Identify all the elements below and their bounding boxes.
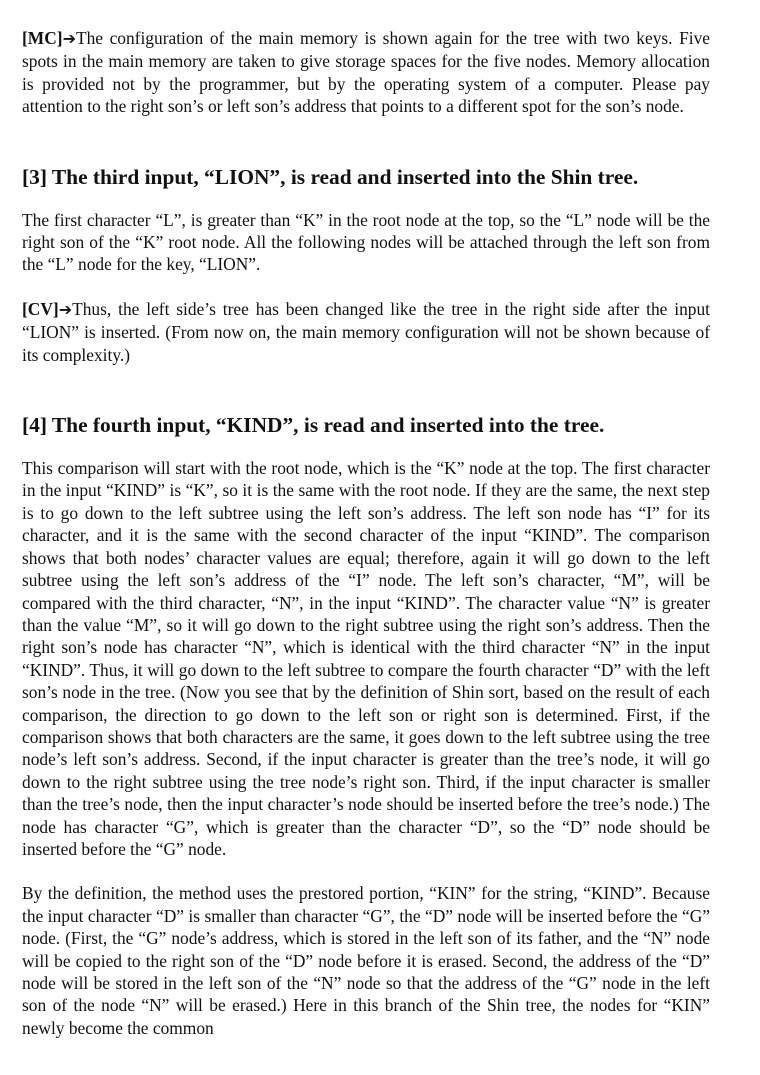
mc-text: The configuration of the main memory is shown again for the tree with two keys. Five spots in the main memory are taken to give storage spaces for the five nodes. Memory allocation is provided not by the programmer, but by the operating system of a computer. Please pay attention to the right son’s or left son’s address that points to a different spot for the son’s node. xyxy=(22,28,710,117)
cv-text: Thus, the left side’s tree has been changed like the tree in the right side after the input “LION” is inserted. (From now on, the main memory configuration will not be shown because of its complexity.) xyxy=(22,298,710,365)
mc-tag: [MC] xyxy=(22,28,63,48)
cv-tag: [CV] xyxy=(22,298,59,319)
section-heading-third-input: [3] The third input, “LION”, is read and inserted into the Shin tree. xyxy=(22,164,639,189)
right-arrow-icon: ➔ xyxy=(58,299,73,319)
paragraph-memory-configuration xyxy=(22,27,710,118)
paragraph-lion-insertion: The first character “L”, is greater than “K” in the root node at the top, so the “L” node will be the right son of the “K” root node. All the following nodes will be attached through the left son from the “L” node for the key, “LION”. xyxy=(22,209,710,275)
section-heading-fourth-input: [4] The fourth input, “KIND”, is read and inserted into the tree. xyxy=(22,413,605,438)
paragraph-prestored-portion: By the definition, the method uses the prestored portion, “KIN” for the string, “KIND”. Because the input character “D” is smaller than character “G”, the “D” node will be inserted before the “G” node. (First, the “G” node’s address, which is stored in the left son of its father, and the “N” node will be copied to the right son of the “D” node before it is erased. Second, the address of the “D” node will be stored in the left son of the “N” node so that the address of the “G” node in the left son of the node “N” will be erased.) Here in this branch of the Shin tree, the nodes for “KIN” newly become the common xyxy=(22,883,710,1038)
right-arrow-icon: ➔ xyxy=(62,29,76,48)
paragraph-tree-changed xyxy=(22,298,710,366)
document-page xyxy=(22,27,710,1039)
paragraph-kind-comparison: This comparison will start with the root node, which is the “K” node at the top. The first character in the input “KIND” is “K”, so it is the same with the root node. If they are the same, the next step is to go down to the left subtree using the left son’s address. The left son node has “I” for its character, and it is the same with the second character of the input “KIND”. The comparison shows that both nodes’ character values are equal; therefore, again it will go down to the left subtree using the left son’s address of the “I” node. The left son’s character, “M”, will be compared with the third character, “N”, in the input “KIND”. The character value “N” is greater than the value “M”, so it will go down to the right subtree using the right son’s address. Then the right son’s node has character “N”, which is identical with the third character “N” in the input “KIND”. Thus, it will go down to the left subtree to compare the fourth character “D” with the left son’s node in the tree. (Now you see that by the definition of Shin sort, based on the result of each comparison, the direction to go down to the left son or right son is determined. First, if the comparison shows that both characters are the same, it goes down to the left subtree using the tree node’s left son’s address. Second, if the input character is greater than the tree’s node, it will go down to the right subtree using the tree node’s right son. Third, if the input character is smaller than the tree’s node, then the input character’s node should be inserted before the tree’s node.) The node has character “G”, which is greater than the character “D”, so the “D” node should be inserted before the “G” node. xyxy=(22,458,710,859)
